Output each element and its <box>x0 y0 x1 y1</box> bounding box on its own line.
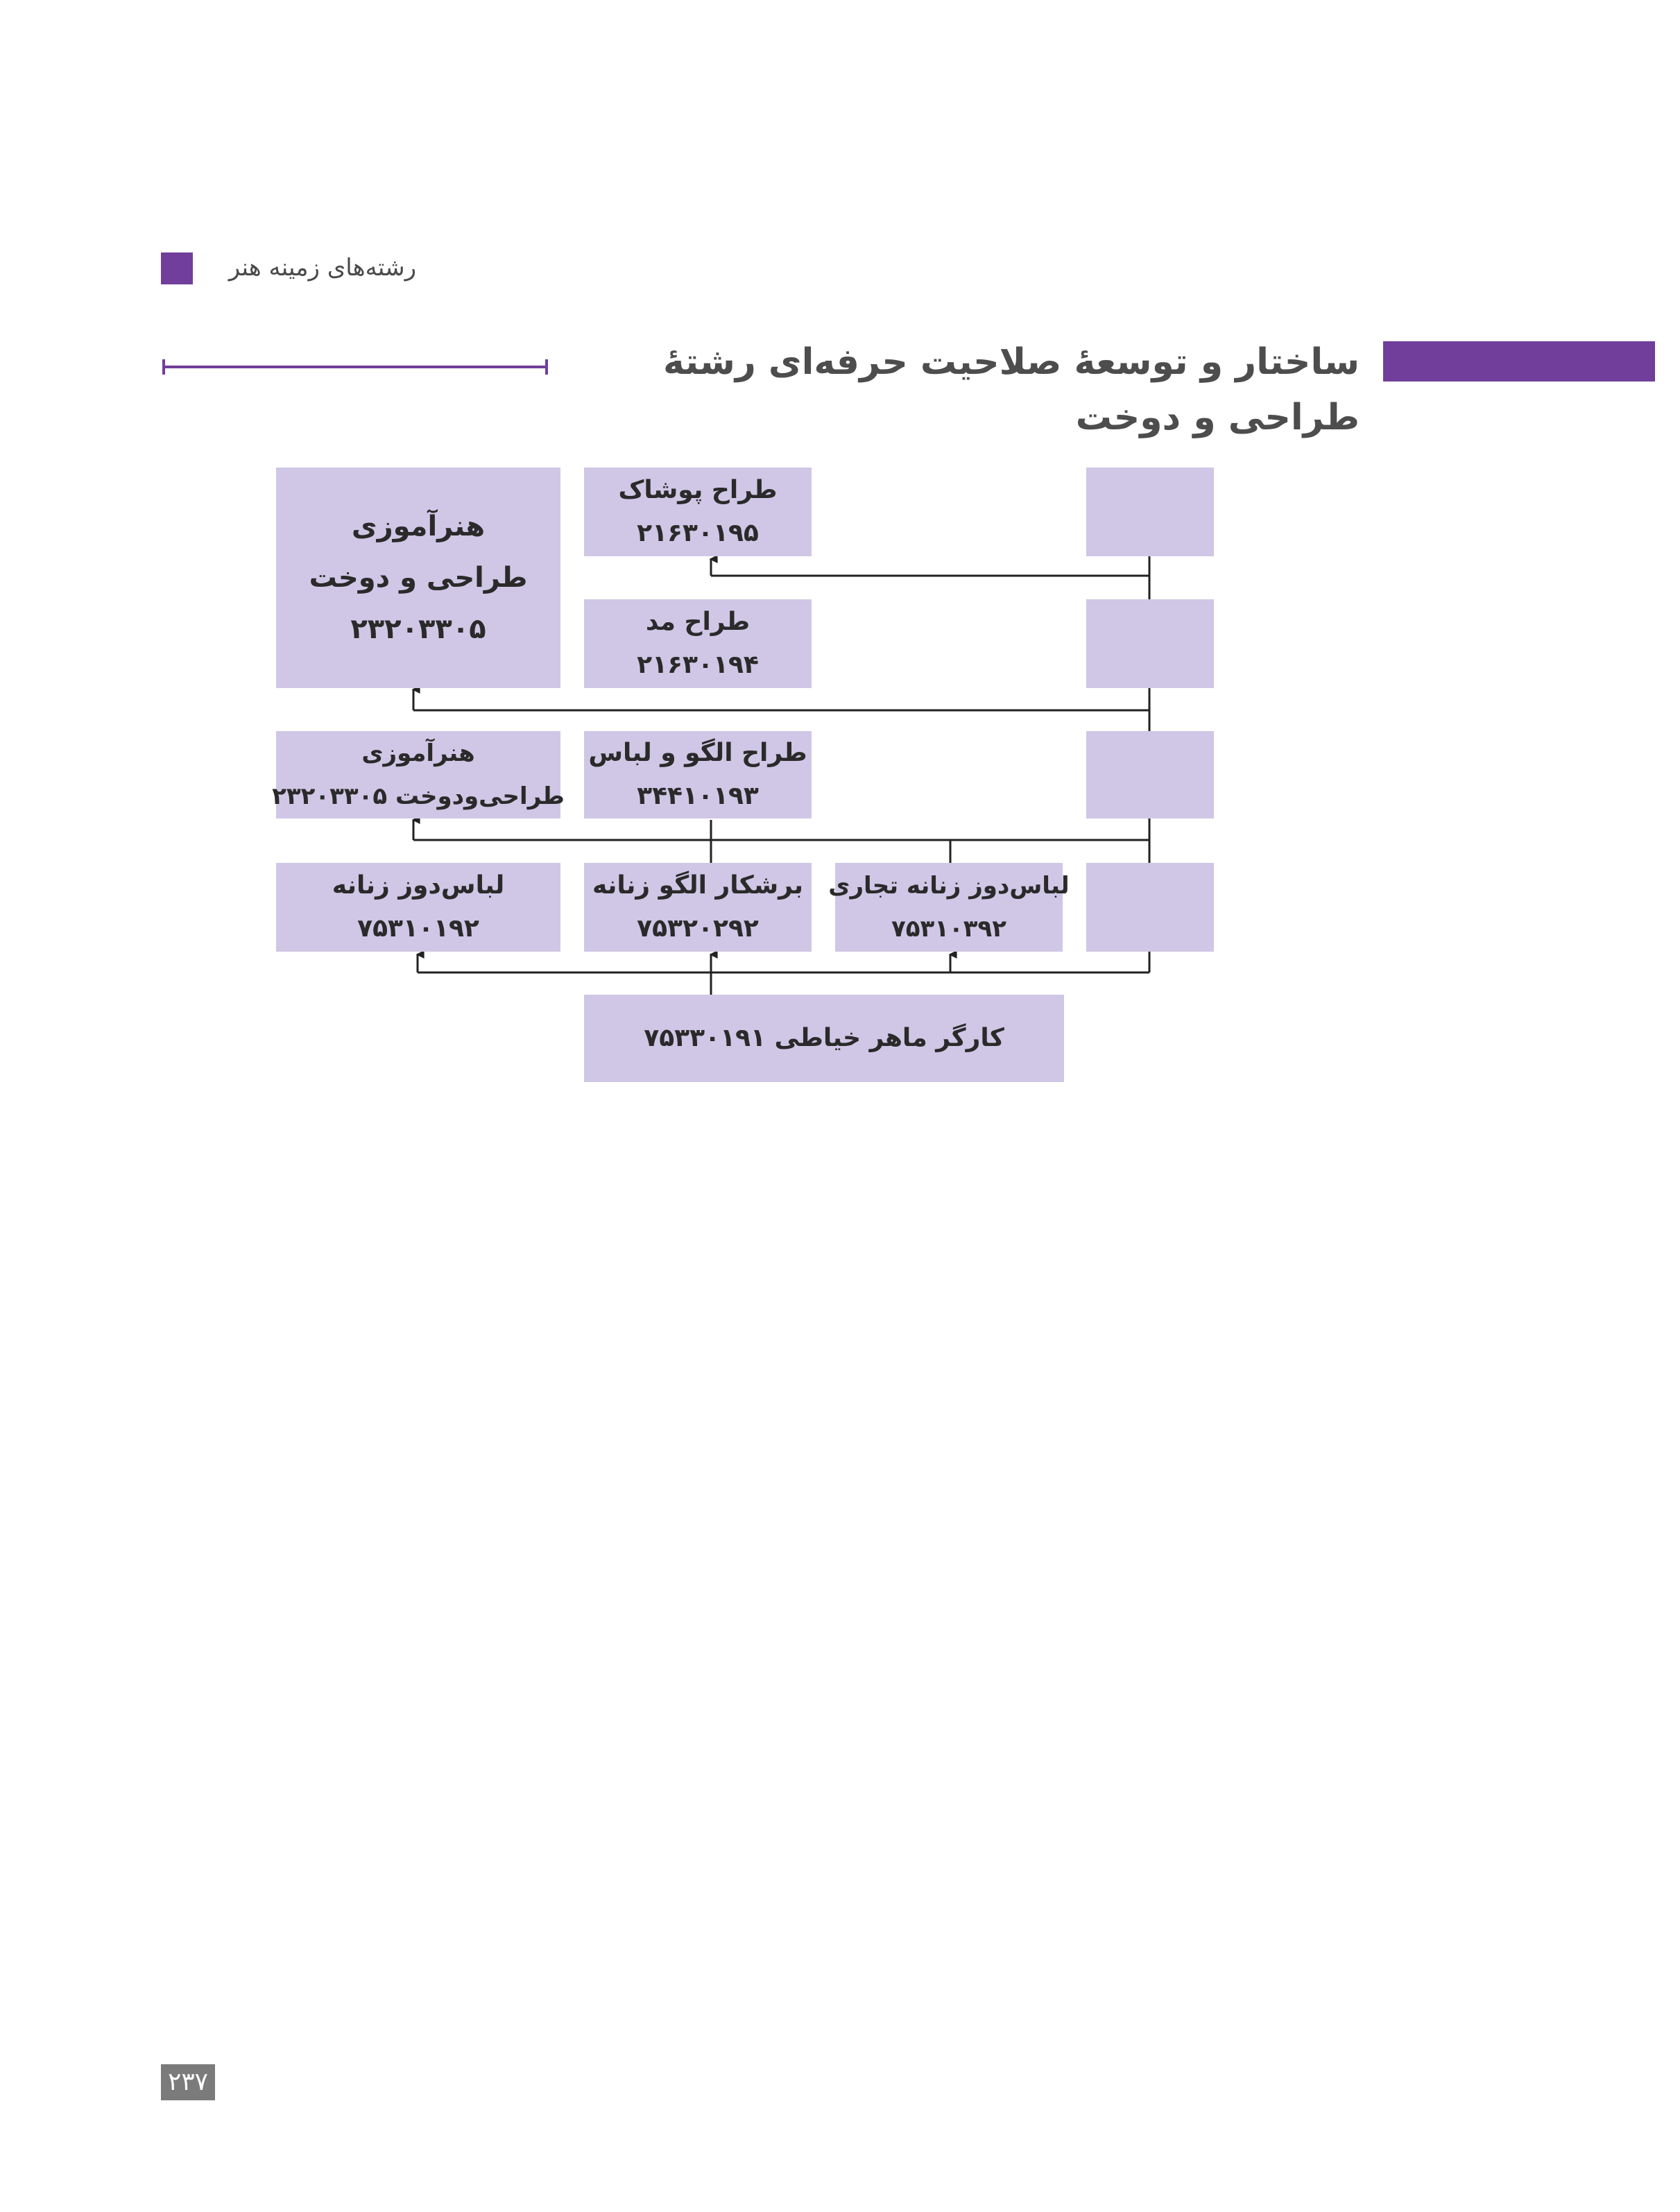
box-commercial-womens-tailor-code: ۷۵۳۱۰۳۹۲ <box>891 915 1007 943</box>
box-clothing-designer <box>584 468 812 556</box>
box-womens-tailor <box>276 863 560 952</box>
box-trainer-mid-line2: طراحی‌ودوخت ۲۳۲۰۳۳۰۵ <box>272 782 565 810</box>
box-trainer-mid-line1: هنرآموزی <box>361 739 475 767</box>
box-clothing-designer-code: ۲۱۶۳۰۱۹۵ <box>637 519 759 547</box>
page-title: ساختار و توسعهٔ صلاحیت حرفه‌ای رشتهٔ طراحی و دوخت <box>662 341 1360 438</box>
box-commercial-womens-tailor-name: لباس‌دوز زنانه تجاری <box>828 872 1070 900</box>
box-pattern-clothing-designer <box>584 731 812 818</box>
box-trainer-top-line2: طراحی و دوخت <box>309 562 528 594</box>
box-pattern-clothing-designer-code: ۳۴۴۱۰۱۹۳ <box>637 782 759 810</box>
box-skilled-sewing-worker-label: کارگر ماهر خیاطی ۷۵۳۳۰۱۹۱ <box>644 1024 1004 1052</box>
box-clothing-designer-name: طراح پوشاک <box>618 476 778 504</box>
box-trainer-top-line1: هنرآموزی <box>351 511 486 542</box>
box-womens-tailor-name: لباس‌دوز زنانه <box>332 871 505 900</box>
box-womens-tailor-code: ۷۵۳۱۰۱۹۲ <box>357 914 479 943</box>
box-womens-pattern-cutter <box>584 863 812 952</box>
box-fashion-designer-code: ۲۱۶۳۰۱۹۴ <box>637 651 759 679</box>
box-trainer-top-code: ۲۳۲۰۳۳۰۵ <box>350 613 486 645</box>
box-trainer-mid <box>272 731 565 818</box>
box-skilled-sewing-worker <box>584 995 1064 1082</box>
page-number: ۲۳۷ <box>161 2064 215 2100</box>
box-empty-1 <box>1086 468 1214 556</box>
box-pattern-clothing-designer-name: طراح الگو و لباس <box>588 739 807 767</box>
section-label: رشته‌های زمینه هنر <box>228 254 416 282</box>
box-commercial-womens-tailor <box>828 863 1070 952</box>
box-womens-pattern-cutter-name: برشکار الگو زنانه <box>592 871 804 900</box>
box-fashion-designer-name: طراح مد <box>645 608 751 636</box>
box-empty-2 <box>1086 599 1214 688</box>
box-womens-pattern-cutter-code: ۷۵۳۲۰۲۹۲ <box>637 914 759 943</box>
box-fashion-designer <box>584 599 812 688</box>
box-empty-4 <box>1086 863 1214 952</box>
box-empty-3 <box>1086 731 1214 818</box>
box-trainer-top <box>276 468 560 688</box>
